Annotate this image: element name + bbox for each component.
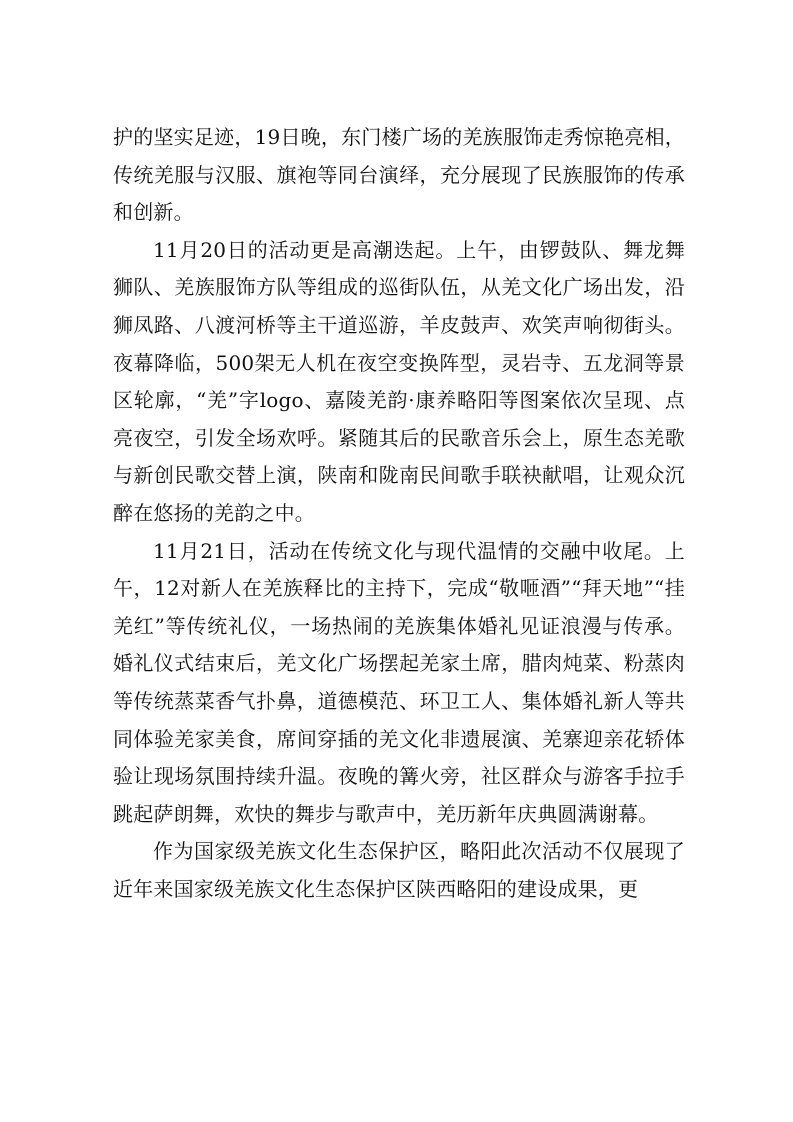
paragraph-nov-21: 11月21日，活动在传统文化与现代温情的交融中收尾。上午，12对新人在羌族释比的主持下，完成“敬咂酒”“拜天地”“挂羌红”等传统礼仪，一场热闹的羌族集体婚礼见证浪漫与传承。婚礼仪式结束后，羌文化广场摆起羌家土席，腊肉炖菜、粉蒸肉等传统蒸菜香气扑鼻，道德模范、环卫工人、集体婚礼新人等共同体验羌家美食，席间穿插的羌文化非遗展演、羌寨迎亲花轿体验让现场氛围持续升温。夜晚的篝火旁，社区群众与游客手拉手跳起萨朗舞，欢快的舞步与歌声中，羌历新年庆典圆满谢幕。 bbox=[113, 538, 685, 826]
article-body bbox=[113, 119, 685, 908]
paragraph-conclusion: 作为国家级羌族文化生态保护区，略阳此次活动不仅展现了近年来国家级羌族文化生态保护区陕西略阳的建设成果，更 bbox=[113, 839, 685, 901]
paragraph-continued: 护的坚实足迹，19日晚，东门楼广场的羌族服饰走秀惊艳亮相，传统羌服与汉服、旗袍等同台演绎，充分展现了民族服饰的传承和创新。 bbox=[113, 125, 685, 225]
paragraph-nov-20: 11月20日的活动更是高潮迭起。上午，由锣鼓队、舞龙舞狮队、羌族服饰方队等组成的巡街队伍，从羌文化广场出发，沿狮凤路、八渡河桥等主干道巡游，羊皮鼓声、欢笑声响彻街头。夜幕降临，500架无人机在夜空变换阵型，灵岩寺、五龙洞等景区轮廓，“羌”字logo、嘉陵羌韵·康养略阳等图案依次呈现、点亮夜空，引发全场欢呼。紧随其后的民歌音乐会上，原生态羌歌与新创民歌交替上演，陕南和陇南民间歌手联袂献唱，让观众沉醉在悠扬的羌韵之中。 bbox=[113, 237, 685, 525]
